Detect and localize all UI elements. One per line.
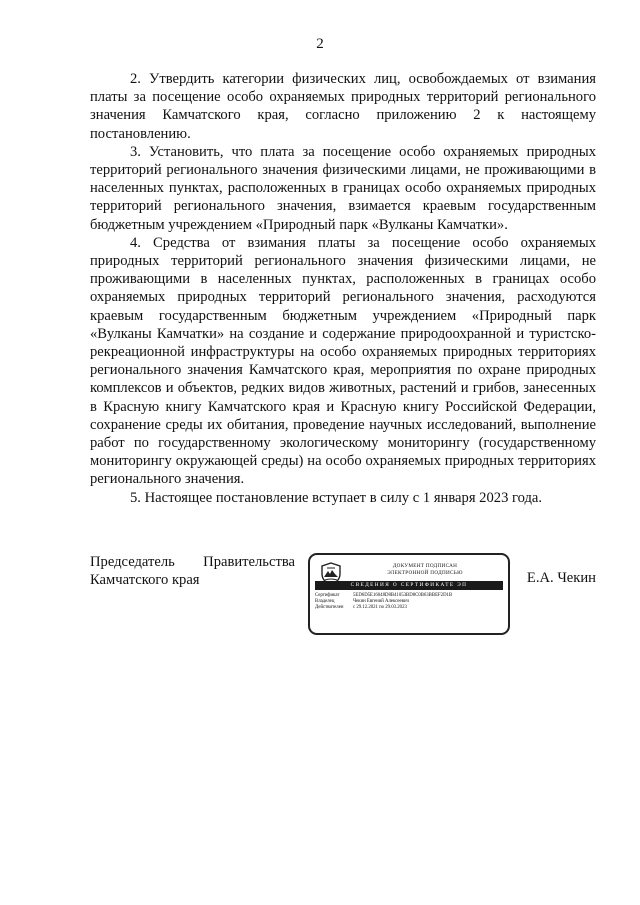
document-body: [90, 70, 596, 507]
signer-title: [90, 553, 295, 589]
stamp-row-key: Сертификат: [315, 593, 340, 598]
stamp-row-validity: [315, 605, 503, 611]
stamp-row-value: 5ED6D5E16048D8B41053BD8C0B63BBEF2D1B: [353, 593, 453, 598]
stamp-certificate-bar: СВЕДЕНИЯ О СЕРТИФИКАТЕ ЭП: [315, 581, 503, 590]
stamp-header-line1: ДОКУМЕНТ ПОДПИСАН: [392, 563, 458, 569]
stamp-details: [315, 593, 503, 612]
paragraph-3: 3. Установить, что плата за посещение особо охраняемых природных территорий регионального значения физическими лицами, не проживающими в населенных пунктах, расположенных в границах особо охраняемых природных территорий регионального значения, взимается краевым государственным бюджетным учреждением «Природный парк «Вулканы Камчатки».: [90, 143, 596, 233]
stamp-row-value: с 29.12.2021 по 29.03.2023: [353, 605, 407, 611]
signer-title-line1: Председатель Правительства: [90, 554, 295, 570]
stamp-row-key: Владелец: [315, 599, 335, 605]
stamp-header-line2: ЭЛЕКТРОННОЙ ПОДПИСЬЮ: [387, 569, 463, 576]
signer-name: Е.А. Чекин: [526, 570, 596, 586]
electronic-signature-stamp: [308, 553, 510, 635]
paragraph-4: 4. Средства от взимания платы за посещение особо охраняемых природных территорий регионального значения физическими лицами, не проживающими в населенных пунктах, расположенных в границах особо охраняемых природных территорий регионального значения, расходуются краевым государственным бюджетным учреждением «Природный парк «Вулканы Камчатки» на создание и содержание природоохранной и туристско-рекреационной инфраструктуры на особо охраняемых природных территориях регионального значения Камчатского края, мероприятия по охране природных комплексов и объектов, редких видов животных, растений и грибов, занесенных в Красную книгу Камчатского края и Красную книгу Российской Федерации, сохранение среды их обитания, проведение научных исследований, выполнение работ по государственному экологическому мониторингу (государственному мониторингу окружающей среды) на особо охраняемых природных территориях регионального значения.: [90, 234, 596, 488]
stamp-row-value: Чекин Евгений Алексеевич: [353, 599, 409, 605]
page-number: 2: [316, 36, 324, 52]
stamp-row-key: Действителен: [315, 605, 344, 611]
paragraph-2: 2. Утвердить категории физических лиц, освобождаемых от взимания платы за посещение особо охраняемых природных территорий регионального значения Камчатского края, согласно приложению 2 к настоящему постановлению.: [90, 71, 596, 142]
paragraph-5: 5. Настоящее постановление вступает в силу с 1 января 2023 года.: [130, 489, 543, 506]
stamp-header: [350, 563, 500, 576]
signature-block: [90, 553, 596, 643]
signer-title-line2: Камчатского края: [90, 572, 200, 588]
